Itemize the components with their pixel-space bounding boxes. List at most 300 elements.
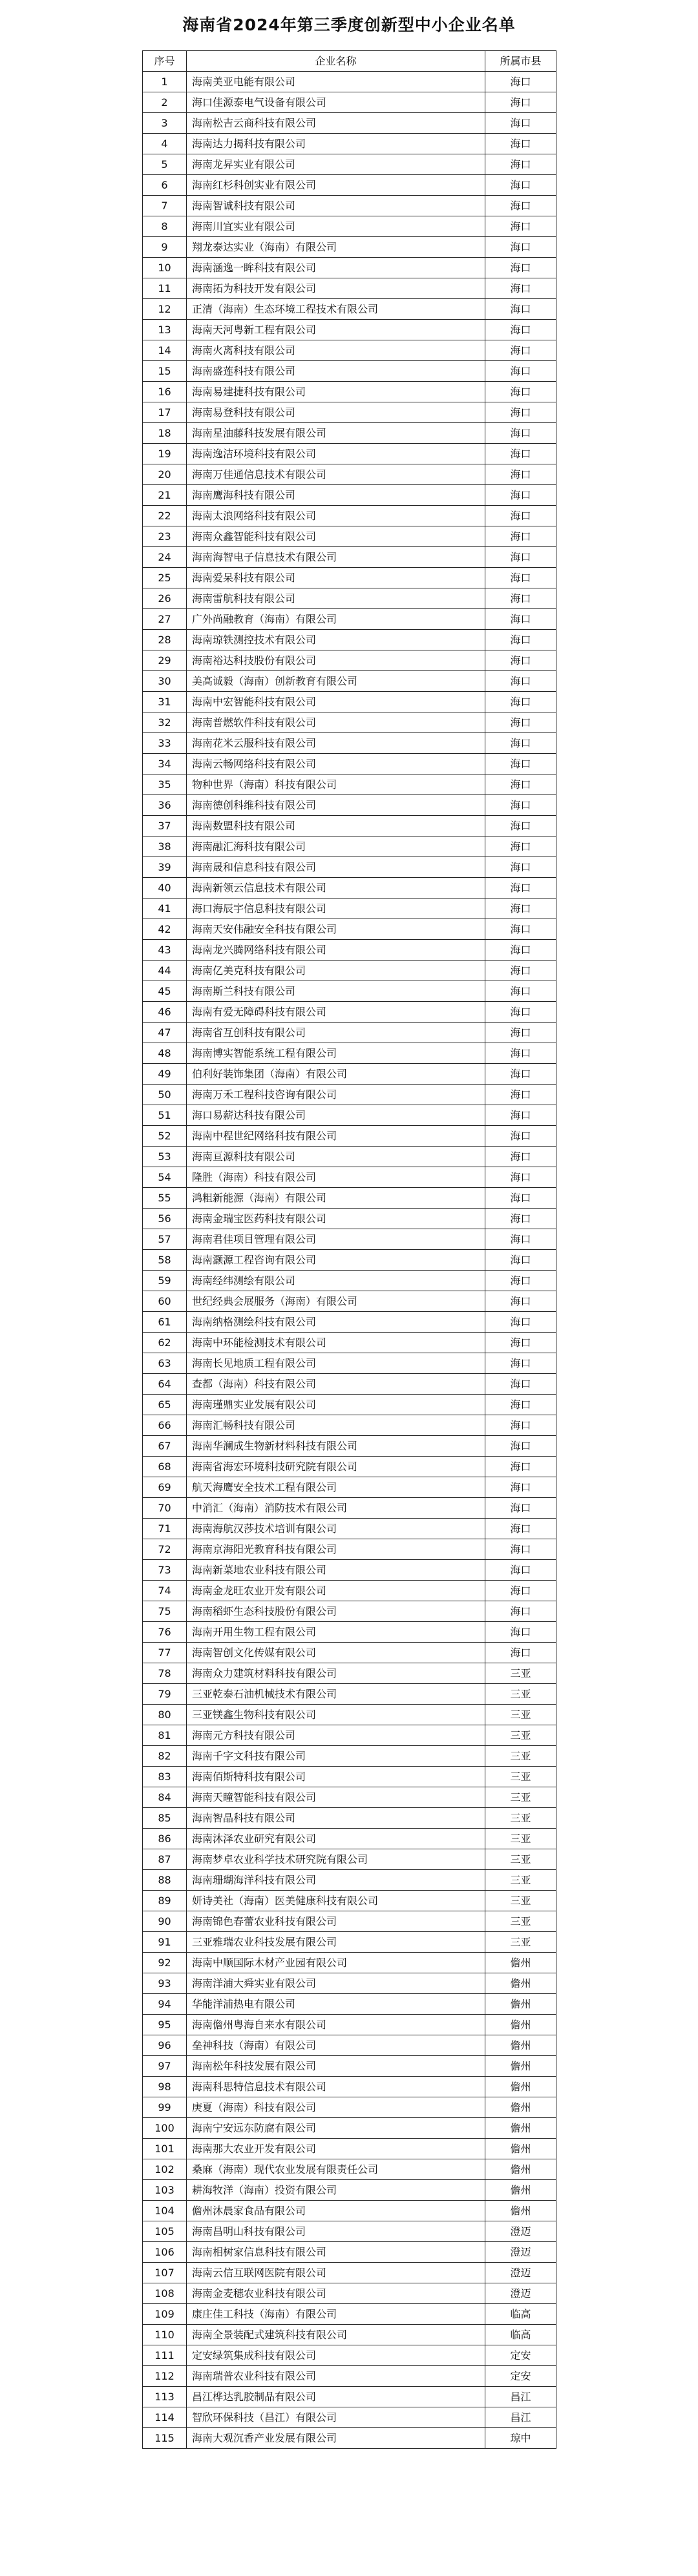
row-index: 80 [143, 1705, 187, 1725]
company-name: 海南相树家信息科技有限公司 [187, 2242, 485, 2263]
row-index: 5 [143, 154, 187, 175]
company-name: 海南瑾鼎实业发展有限公司 [187, 1395, 485, 1415]
row-index: 88 [143, 1870, 187, 1891]
table-row [143, 919, 556, 940]
city-name: 海口 [485, 774, 556, 795]
city-name: 儋州 [485, 2056, 556, 2077]
city-name: 海口 [485, 444, 556, 464]
row-index: 85 [143, 1808, 187, 1829]
row-index: 4 [143, 134, 187, 154]
table-row [143, 258, 556, 278]
city-name: 海口 [485, 1126, 556, 1147]
company-name: 海南那大农业开发有限公司 [187, 2139, 485, 2159]
row-index: 106 [143, 2242, 187, 2263]
city-name: 海口 [485, 898, 556, 919]
table-row [143, 1105, 556, 1126]
table-row [143, 650, 556, 671]
company-name: 海南雷航科技有限公司 [187, 588, 485, 609]
company-name: 海南中程世纪网络科技有限公司 [187, 1126, 485, 1147]
table-row [143, 1849, 556, 1870]
city-name: 海口 [485, 340, 556, 361]
table-row [143, 692, 556, 712]
company-name: 海南瑞普农业科技有限公司 [187, 2366, 485, 2387]
table-row [143, 2283, 556, 2304]
company-name: 海南长见地质工程有限公司 [187, 1353, 485, 1374]
table-row [143, 671, 556, 692]
city-name: 海口 [485, 878, 556, 898]
table-row [143, 134, 556, 154]
company-name: 海南亿美克科技有限公司 [187, 961, 485, 981]
row-index: 48 [143, 1043, 187, 1064]
row-index: 33 [143, 733, 187, 754]
city-name: 三亚 [485, 1746, 556, 1767]
company-name: 海南众鑫智能科技有限公司 [187, 526, 485, 547]
city-name: 三亚 [485, 1911, 556, 1932]
row-index: 32 [143, 712, 187, 733]
table-row [143, 940, 556, 961]
row-index: 52 [143, 1126, 187, 1147]
company-name: 海南宁安远东防腐有限公司 [187, 2118, 485, 2139]
table-row [143, 1994, 556, 2015]
city-name: 海口 [485, 1601, 556, 1622]
company-name: 海南京海阳光教育科技有限公司 [187, 1539, 485, 1560]
city-name: 澄迈 [485, 2263, 556, 2283]
company-name: 海南云畅网络科技有限公司 [187, 754, 485, 774]
table-row [143, 320, 556, 340]
company-name: 鸿粗新能源（海南）有限公司 [187, 1188, 485, 1209]
city-name: 澄迈 [485, 2221, 556, 2242]
row-index: 45 [143, 981, 187, 1002]
city-name: 儋州 [485, 2077, 556, 2097]
row-index: 35 [143, 774, 187, 795]
table-row [143, 1250, 556, 1271]
table-row [143, 299, 556, 320]
city-name: 海口 [485, 1622, 556, 1643]
row-index: 95 [143, 2015, 187, 2035]
city-name: 三亚 [485, 1932, 556, 1953]
city-name: 海口 [485, 1519, 556, 1539]
company-name: 海南松年科技发展有限公司 [187, 2056, 485, 2077]
company-name: 庚夏（海南）科技有限公司 [187, 2097, 485, 2118]
company-name: 正清（海南）生态环境工程技术有限公司 [187, 299, 485, 320]
company-name: 海南天安伟融安全科技有限公司 [187, 919, 485, 940]
row-index: 18 [143, 423, 187, 444]
row-index: 93 [143, 1973, 187, 1994]
city-name: 海口 [485, 919, 556, 940]
row-index: 81 [143, 1725, 187, 1746]
city-name: 儋州 [485, 1973, 556, 1994]
company-name: 妍诗美社（海南）医美健康科技有限公司 [187, 1891, 485, 1911]
city-name: 昌江 [485, 2387, 556, 2407]
city-name: 海口 [485, 692, 556, 712]
row-index: 98 [143, 2077, 187, 2097]
row-index: 70 [143, 1498, 187, 1519]
company-name: 海南亘源科技有限公司 [187, 1147, 485, 1167]
company-name: 海南爱呆科技有限公司 [187, 568, 485, 588]
company-name: 海南中顺国际木材产业园有限公司 [187, 1953, 485, 1973]
table-row [143, 2221, 556, 2242]
table-row [143, 1498, 556, 1519]
row-index: 49 [143, 1064, 187, 1085]
company-name: 海南天河粤新工程有限公司 [187, 320, 485, 340]
row-index: 58 [143, 1250, 187, 1271]
row-index: 8 [143, 216, 187, 237]
table-row [143, 1333, 556, 1353]
table-row [143, 1643, 556, 1663]
city-name: 海口 [485, 278, 556, 299]
company-name: 海口海辰宇信息科技有限公司 [187, 898, 485, 919]
company-name: 海南智晶科技有限公司 [187, 1808, 485, 1829]
company-name: 海南经纬测绘有限公司 [187, 1271, 485, 1291]
table-row [143, 733, 556, 754]
row-index: 2 [143, 92, 187, 113]
row-index: 9 [143, 237, 187, 258]
city-name: 儋州 [485, 2159, 556, 2180]
row-index: 76 [143, 1622, 187, 1643]
company-name: 海南科思特信息技术有限公司 [187, 2077, 485, 2097]
company-name: 海南中环能检测技术有限公司 [187, 1333, 485, 1353]
company-name: 海南有爱无障碍科技有限公司 [187, 1002, 485, 1023]
company-name: 海南儋州粤海自来水有限公司 [187, 2015, 485, 2035]
company-name: 海南天瞳智能科技有限公司 [187, 1787, 485, 1808]
table-row [143, 1353, 556, 1374]
company-name: 海南中宏智能科技有限公司 [187, 692, 485, 712]
table-row [143, 2056, 556, 2077]
table-row [143, 816, 556, 836]
row-index: 3 [143, 113, 187, 134]
city-name: 海口 [485, 630, 556, 650]
table-row [143, 237, 556, 258]
city-name: 海口 [485, 175, 556, 196]
row-index: 47 [143, 1023, 187, 1043]
company-name: 海南灏源工程咨询有限公司 [187, 1250, 485, 1271]
company-name: 海南德创科维科技有限公司 [187, 795, 485, 816]
table-row [143, 961, 556, 981]
row-index: 20 [143, 464, 187, 485]
city-name: 海口 [485, 423, 556, 444]
row-index: 51 [143, 1105, 187, 1126]
company-name: 海南琼铁测控技术有限公司 [187, 630, 485, 650]
row-index: 28 [143, 630, 187, 650]
city-name: 三亚 [485, 1767, 556, 1787]
table-row [143, 898, 556, 919]
company-name: 隆胜（海南）科技有限公司 [187, 1167, 485, 1188]
city-name: 海口 [485, 299, 556, 320]
table-row [143, 2159, 556, 2180]
city-name: 儋州 [485, 2015, 556, 2035]
table-row [143, 2097, 556, 2118]
company-name: 华能洋浦热电有限公司 [187, 1994, 485, 2015]
row-index: 111 [143, 2345, 187, 2366]
company-name: 智欣环保科技（昌江）有限公司 [187, 2407, 485, 2428]
table-row [143, 857, 556, 878]
company-name: 海南珊瑚海洋科技有限公司 [187, 1870, 485, 1891]
company-name: 广外尚融教育（海南）有限公司 [187, 609, 485, 630]
company-name: 海口佳源泰电气设备有限公司 [187, 92, 485, 113]
company-name: 海南龙兴腾网络科技有限公司 [187, 940, 485, 961]
company-name: 海南拓为科技开发有限公司 [187, 278, 485, 299]
city-name: 海口 [485, 1333, 556, 1353]
city-name: 海口 [485, 733, 556, 754]
row-index: 67 [143, 1436, 187, 1457]
city-name: 海口 [485, 1560, 556, 1581]
table-row [143, 836, 556, 857]
city-name: 海口 [485, 795, 556, 816]
row-index: 110 [143, 2325, 187, 2345]
city-name: 琼中 [485, 2428, 556, 2449]
row-index: 74 [143, 1581, 187, 1601]
row-index: 54 [143, 1167, 187, 1188]
company-name: 海南新菜地农业科技有限公司 [187, 1560, 485, 1581]
table-row [143, 1126, 556, 1147]
city-name: 海口 [485, 961, 556, 981]
company-name: 海南新领云信息技术有限公司 [187, 878, 485, 898]
table-row [143, 609, 556, 630]
city-name: 海口 [485, 1167, 556, 1188]
company-name: 海南逸洁环境科技有限公司 [187, 444, 485, 464]
company-name: 昌江桦达乳胶制品有限公司 [187, 2387, 485, 2407]
table-row [143, 92, 556, 113]
row-index: 24 [143, 547, 187, 568]
company-name: 海南全景装配式建筑科技有限公司 [187, 2325, 485, 2345]
company-name: 海南星油藤科技发展有限公司 [187, 423, 485, 444]
city-name: 三亚 [485, 1808, 556, 1829]
company-name: 海南智创文化传媒有限公司 [187, 1643, 485, 1663]
row-index: 77 [143, 1643, 187, 1663]
city-name: 海口 [485, 1581, 556, 1601]
company-name: 海南花米云服科技有限公司 [187, 733, 485, 754]
row-index: 27 [143, 609, 187, 630]
row-index: 69 [143, 1477, 187, 1498]
city-name: 海口 [485, 547, 556, 568]
table-row [143, 1622, 556, 1643]
row-index: 26 [143, 588, 187, 609]
table-row [143, 2139, 556, 2159]
city-name: 海口 [485, 1064, 556, 1085]
table-row [143, 774, 556, 795]
row-index: 57 [143, 1229, 187, 1250]
table-row [143, 2180, 556, 2201]
company-name: 海南纳格测绘科技有限公司 [187, 1312, 485, 1333]
table-row [143, 2035, 556, 2056]
table-row [143, 72, 556, 92]
city-name: 临高 [485, 2325, 556, 2345]
table-row [143, 1519, 556, 1539]
city-name: 海口 [485, 320, 556, 340]
row-index: 21 [143, 485, 187, 506]
table-row [143, 2263, 556, 2283]
table-row [143, 2077, 556, 2097]
row-index: 71 [143, 1519, 187, 1539]
city-name: 海口 [485, 258, 556, 278]
company-name: 翔龙泰达实业（海南）有限公司 [187, 237, 485, 258]
row-index: 114 [143, 2407, 187, 2428]
row-index: 37 [143, 816, 187, 836]
row-index: 113 [143, 2387, 187, 2407]
city-name: 三亚 [485, 1705, 556, 1725]
table-row [143, 547, 556, 568]
table-row [143, 1271, 556, 1291]
table-row [143, 1374, 556, 1395]
table-row [143, 444, 556, 464]
company-name: 海南裕达科技股份有限公司 [187, 650, 485, 671]
city-name: 澄迈 [485, 2283, 556, 2304]
row-index: 40 [143, 878, 187, 898]
city-name: 澄迈 [485, 2242, 556, 2263]
row-index: 41 [143, 898, 187, 919]
company-name: 海南大观沉香产业发展有限公司 [187, 2428, 485, 2449]
row-index: 25 [143, 568, 187, 588]
row-index: 29 [143, 650, 187, 671]
table-row [143, 278, 556, 299]
company-name: 海南汇畅科技有限公司 [187, 1415, 485, 1436]
company-name: 海南太浪网络科技有限公司 [187, 506, 485, 526]
table-row [143, 1684, 556, 1705]
row-index: 53 [143, 1147, 187, 1167]
company-name: 海南红杉科创实业有限公司 [187, 175, 485, 196]
row-index: 107 [143, 2263, 187, 2283]
table-row [143, 196, 556, 216]
table-row [143, 1746, 556, 1767]
table-row [143, 361, 556, 382]
row-index: 23 [143, 526, 187, 547]
city-name: 海口 [485, 113, 556, 134]
city-name: 海口 [485, 712, 556, 733]
city-name: 海口 [485, 1415, 556, 1436]
table-row [143, 1705, 556, 1725]
city-name: 海口 [485, 382, 556, 402]
table-row [143, 1395, 556, 1415]
table-row [143, 1023, 556, 1043]
table-row [143, 588, 556, 609]
table-row [143, 1312, 556, 1333]
row-index: 63 [143, 1353, 187, 1374]
city-name: 三亚 [485, 1829, 556, 1849]
city-name: 儋州 [485, 2097, 556, 2118]
city-name: 定安 [485, 2366, 556, 2387]
company-name: 海南松吉云商科技有限公司 [187, 113, 485, 134]
table-row [143, 1188, 556, 1209]
table-row [143, 2325, 556, 2345]
city-name: 海口 [485, 1209, 556, 1229]
row-index: 90 [143, 1911, 187, 1932]
table-header-row [143, 51, 556, 72]
company-name: 海南龙昇实业有限公司 [187, 154, 485, 175]
table-row [143, 340, 556, 361]
table-row [143, 795, 556, 816]
company-name: 海南斯兰科技有限公司 [187, 981, 485, 1002]
table-row [143, 175, 556, 196]
table-row [143, 1147, 556, 1167]
city-name: 海口 [485, 485, 556, 506]
table-row [143, 2428, 556, 2449]
company-name: 海南美亚电能有限公司 [187, 72, 485, 92]
row-index: 38 [143, 836, 187, 857]
city-name: 海口 [485, 154, 556, 175]
row-index: 86 [143, 1829, 187, 1849]
city-name: 三亚 [485, 1663, 556, 1684]
row-index: 12 [143, 299, 187, 320]
company-name: 海南云信互联网医院有限公司 [187, 2263, 485, 2283]
city-name: 儋州 [485, 1994, 556, 2015]
row-index: 22 [143, 506, 187, 526]
company-name: 海南鹰海科技有限公司 [187, 485, 485, 506]
company-name: 海口易薪达科技有限公司 [187, 1105, 485, 1126]
city-name: 海口 [485, 836, 556, 857]
city-name: 海口 [485, 1229, 556, 1250]
row-index: 99 [143, 2097, 187, 2118]
city-name: 海口 [485, 506, 556, 526]
company-name: 海南洋浦大舜实业有限公司 [187, 1973, 485, 1994]
city-name: 定安 [485, 2345, 556, 2366]
company-name: 海南金麦穗农业科技有限公司 [187, 2283, 485, 2304]
table-row [143, 2201, 556, 2221]
row-index: 64 [143, 1374, 187, 1395]
company-name: 海南佰斯特科技有限公司 [187, 1767, 485, 1787]
company-name: 三亚镁鑫生物科技有限公司 [187, 1705, 485, 1725]
row-index: 36 [143, 795, 187, 816]
table-row [143, 2407, 556, 2428]
table-row [143, 1229, 556, 1250]
row-index: 34 [143, 754, 187, 774]
row-index: 72 [143, 1539, 187, 1560]
row-index: 115 [143, 2428, 187, 2449]
city-name: 海口 [485, 754, 556, 774]
company-name: 海南涵逸一眸科技有限公司 [187, 258, 485, 278]
company-name: 三亚雅瑞农业科技发展有限公司 [187, 1932, 485, 1953]
table-row [143, 1725, 556, 1746]
city-name: 海口 [485, 216, 556, 237]
city-name: 儋州 [485, 2118, 556, 2139]
row-index: 75 [143, 1601, 187, 1622]
table-body [143, 72, 556, 2449]
row-index: 96 [143, 2035, 187, 2056]
city-name: 三亚 [485, 1870, 556, 1891]
city-name: 海口 [485, 1395, 556, 1415]
table-row [143, 506, 556, 526]
city-name: 海口 [485, 1023, 556, 1043]
row-index: 109 [143, 2304, 187, 2325]
table-row [143, 1787, 556, 1808]
city-name: 海口 [485, 134, 556, 154]
city-name: 儋州 [485, 2035, 556, 2056]
company-name: 海南海航汉莎技术培训有限公司 [187, 1519, 485, 1539]
table-row [143, 1808, 556, 1829]
row-index: 82 [143, 1746, 187, 1767]
table-row [143, 754, 556, 774]
city-name: 三亚 [485, 1849, 556, 1870]
row-index: 30 [143, 671, 187, 692]
company-name: 耕海牧洋（海南）投资有限公司 [187, 2180, 485, 2201]
city-name: 海口 [485, 1085, 556, 1105]
city-name: 海口 [485, 237, 556, 258]
row-index: 79 [143, 1684, 187, 1705]
table-row [143, 2345, 556, 2366]
row-index: 42 [143, 919, 187, 940]
company-name: 垒神科技（海南）有限公司 [187, 2035, 485, 2056]
company-name: 海南博实智能系统工程有限公司 [187, 1043, 485, 1064]
row-index: 68 [143, 1457, 187, 1477]
row-index: 101 [143, 2139, 187, 2159]
company-name: 海南易建捷科技有限公司 [187, 382, 485, 402]
row-index: 83 [143, 1767, 187, 1787]
company-name: 海南省互创科技有限公司 [187, 1023, 485, 1043]
company-name: 海南华澜成生物新材料科技有限公司 [187, 1436, 485, 1457]
table-row [143, 1291, 556, 1312]
city-name: 海口 [485, 671, 556, 692]
city-name: 海口 [485, 1188, 556, 1209]
row-index: 87 [143, 1849, 187, 1870]
